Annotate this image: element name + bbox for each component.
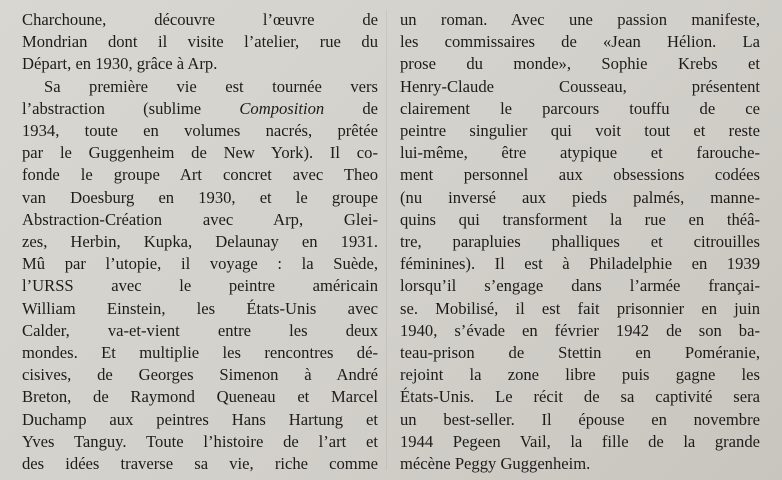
text-line: Sa première vie est tournée vers	[44, 76, 378, 96]
text-line: quins qui transforment la rue en théâ-	[400, 209, 760, 229]
text-line: Yves Tanguy. Toute l’histoire de l’art et	[22, 431, 378, 451]
text-line: féminines). Il est à Philadelphie en 1939	[400, 254, 760, 274]
text-line: lui-même, être atypique et farouche-	[400, 143, 760, 163]
text-line: 1934, toute en volumes nacrés, prêtée	[22, 121, 378, 141]
text-line: un best-seller. Il épouse en novembre	[400, 409, 760, 429]
text-line: Duchamp aux peintres Hans Hartung et	[22, 409, 378, 429]
text-run: l’abstraction (sublime	[22, 98, 240, 118]
text-line: mondes. Et multiplie les rencontres dé-	[22, 343, 378, 363]
text-line: mécène Peggy Guggenheim.	[400, 454, 591, 474]
artwork-title: Composition	[239, 98, 325, 118]
text-line: par le Guggenheim de New York). Il co-	[22, 143, 378, 163]
text-line: (nu inversé aux pieds palmés, manne-	[400, 187, 760, 207]
text-line: Breton, de Raymond Queneau et Marcel	[22, 387, 378, 407]
text-line: un roman. Avec une passion manifeste,	[400, 10, 760, 29]
text-line: 1940, s’évade en février 1942 de son ba-	[400, 320, 760, 340]
text-line: tre, parapluies phalliques et citrouilles	[400, 232, 760, 252]
article-column-right	[400, 9, 760, 475]
text-line: l’URSS avec le peintre américain	[22, 276, 378, 296]
text-line: Henry-Claude Cousseau, présentent	[400, 76, 760, 96]
text-line: lorsqu’il s’engage dans l’armée françai-	[400, 276, 760, 296]
text-line: rejoint la zone libre puis gagne les	[400, 365, 760, 385]
text-line: Charchoune, découvre l’œuvre de	[22, 10, 378, 29]
text-line: Abstraction-Création avec Arp, Glei-	[22, 209, 378, 229]
text-line: se. Mobilisé, il est fait prisonnier en juin	[400, 298, 760, 318]
text-line: les commissaires de «Jean Hélion. La	[400, 32, 760, 52]
text-line: États-Unis. Le récit de sa captivité sera	[400, 387, 760, 407]
text-line: William Einstein, les États-Unis avec	[22, 298, 378, 318]
text-line: Mondrian dont il visite l’atelier, rue du	[22, 32, 378, 52]
text-line: des idées traverse sa vie, riche comme	[22, 454, 378, 474]
text-run: de	[324, 98, 378, 118]
text-line: Départ, en 1930, grâce à Arp.	[22, 54, 218, 74]
text-line: ment personnel aux obsessions codées	[400, 165, 760, 185]
article-column-left	[22, 9, 378, 475]
text-line: prose du monde», Sophie Krebs et	[400, 54, 760, 74]
text-line: cisives, de Georges Simenon à André	[22, 365, 378, 385]
text-line: van Doesburg en 1930, et le groupe	[22, 187, 378, 207]
text-line: Calder, va-et-vient entre les deux	[22, 320, 378, 340]
text-line: peintre singulier qui voit tout et reste	[400, 121, 760, 141]
text-line: teau-prison de Stettin en Poméranie,	[400, 343, 760, 363]
text-line: fonde le groupe Art concret avec Theo	[22, 165, 378, 185]
text-line: zes, Herbin, Kupka, Delaunay en 1931.	[22, 232, 378, 252]
column-gutter	[386, 10, 387, 470]
text-line: 1944 Pegeen Vail, la fille de la grande	[400, 431, 760, 451]
text-line: clairement le parcours touffu de ce	[400, 98, 760, 118]
text-line	[22, 98, 378, 120]
text-line: Mû par l’utopie, il voyage : la Suède,	[22, 254, 378, 274]
